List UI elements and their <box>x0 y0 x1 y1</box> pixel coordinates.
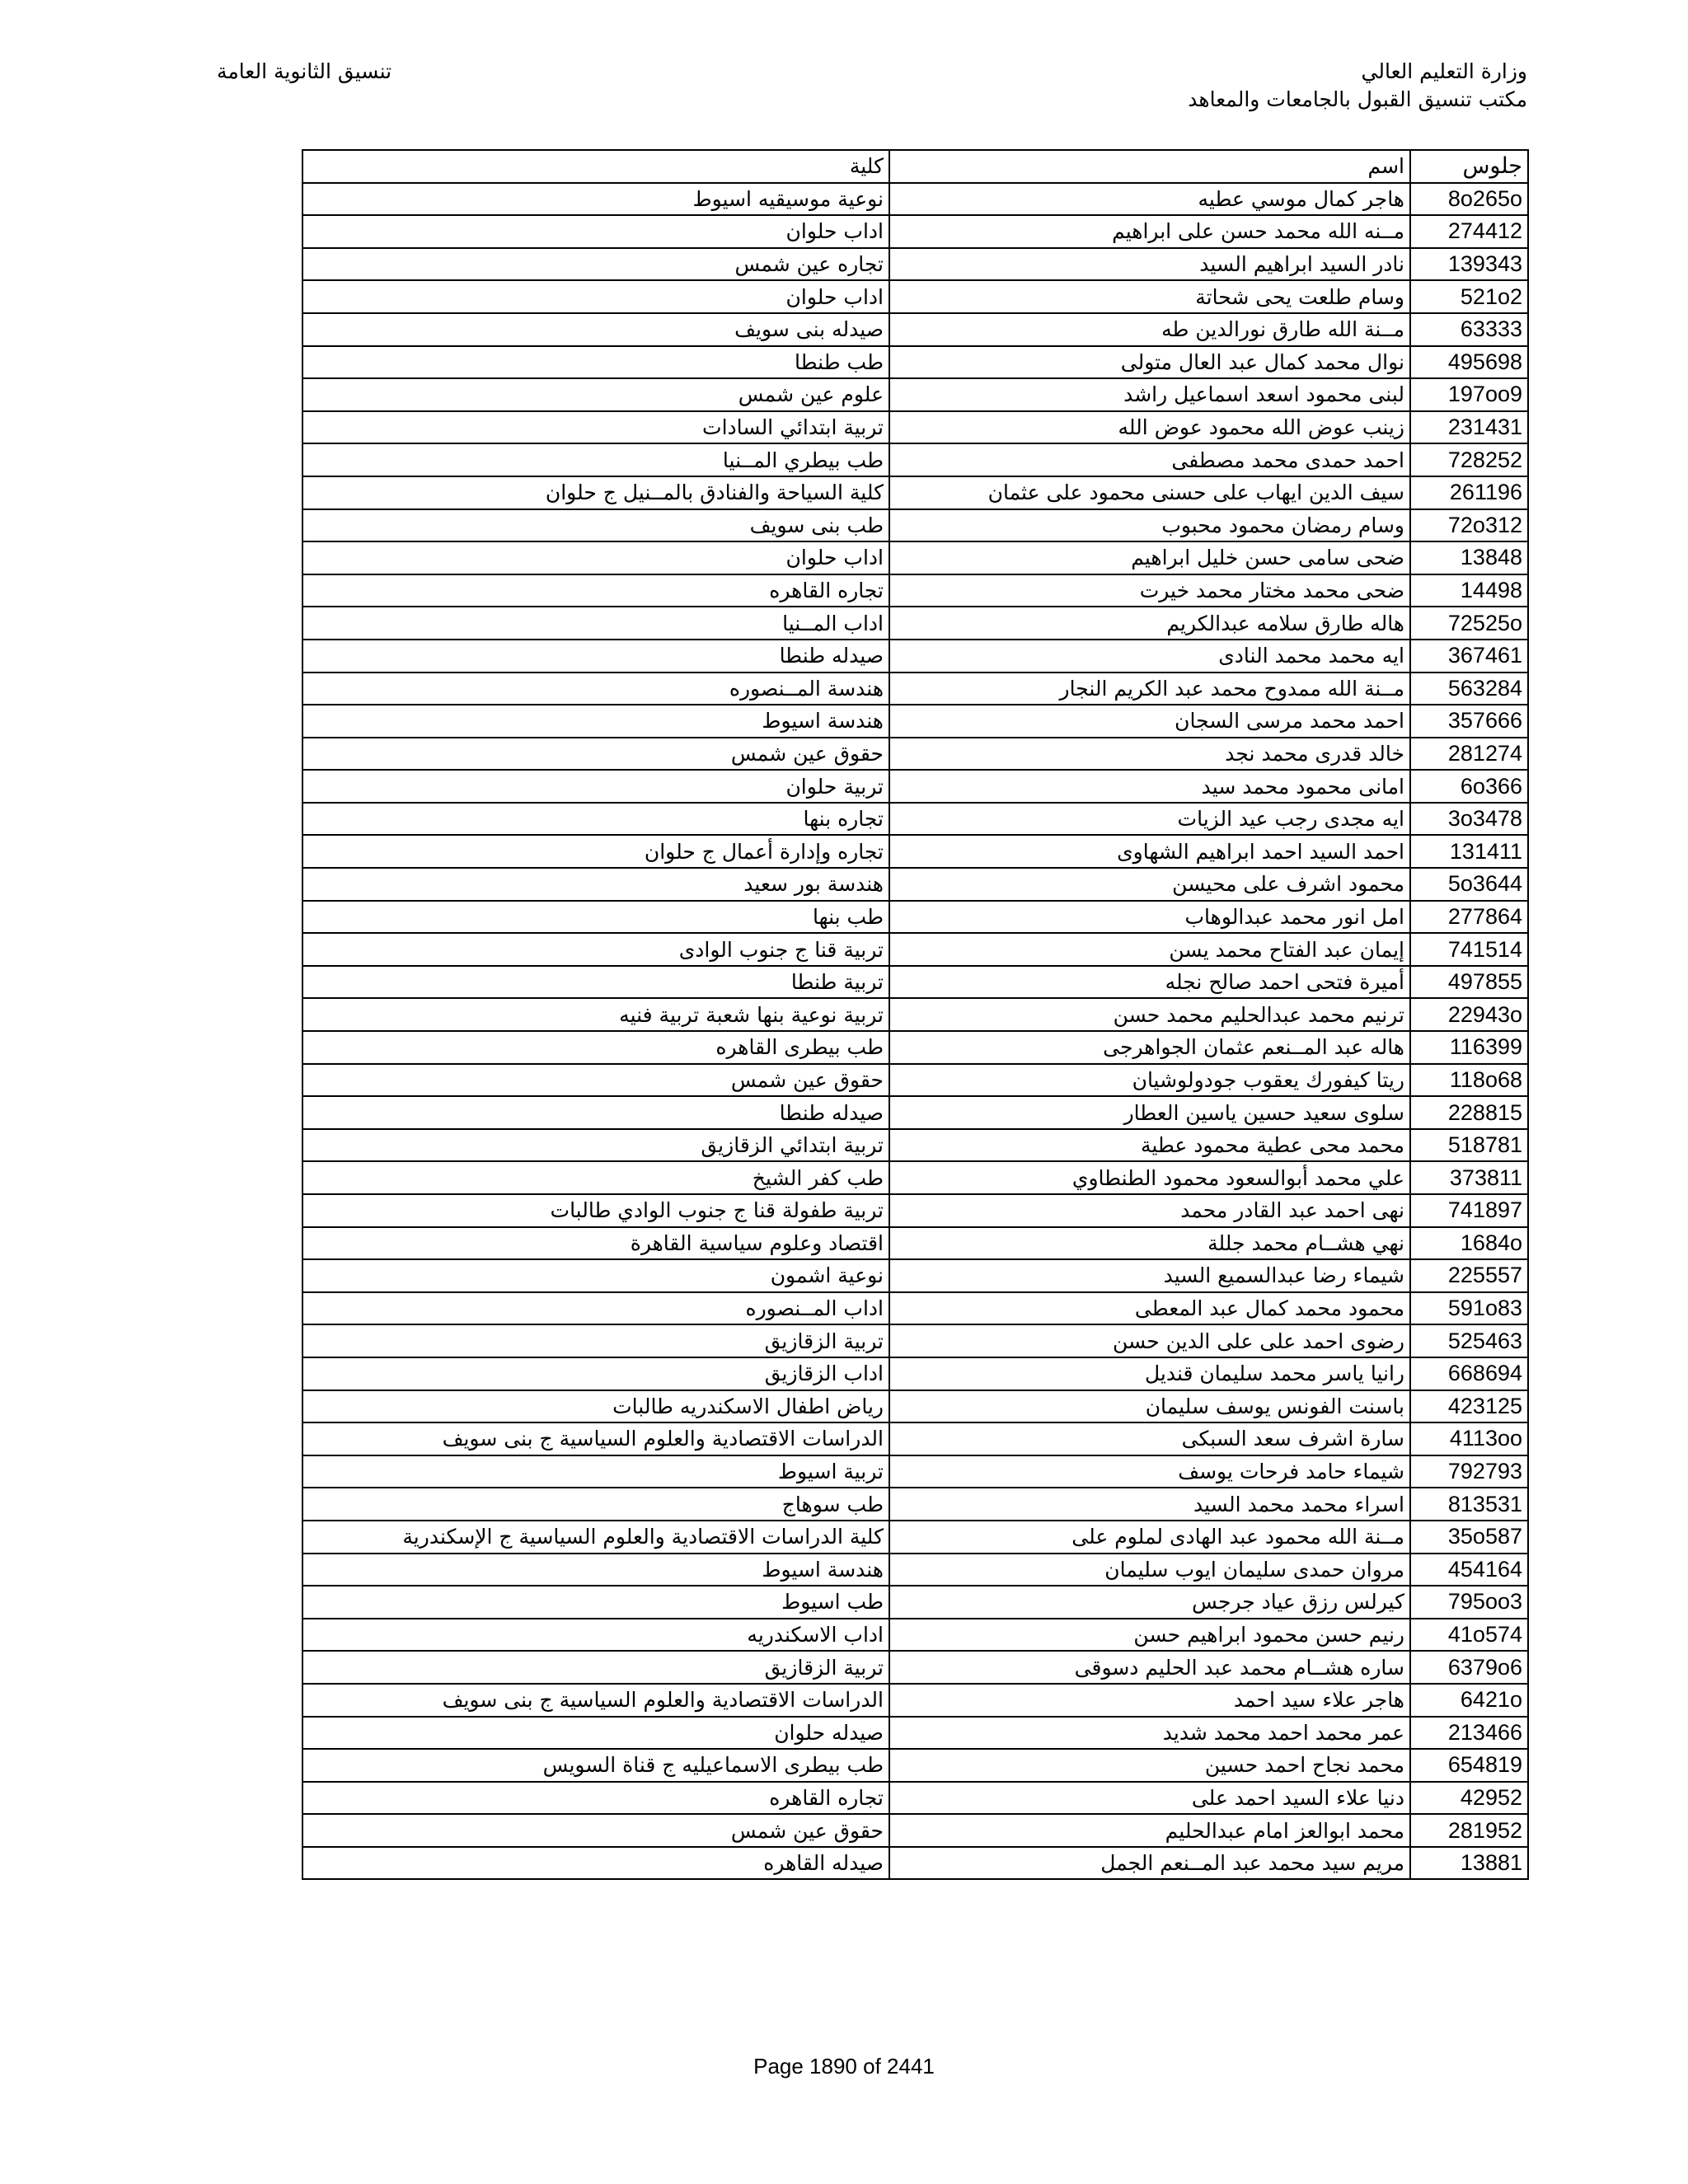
table-row <box>302 673 1528 705</box>
college-cell: نوعية اشمون <box>302 1259 889 1292</box>
college-cell: طب طنطا <box>302 346 889 379</box>
seat-cell: 423125 <box>1410 1390 1528 1423</box>
college-cell: تربية اسيوط <box>302 1455 889 1488</box>
seat-cell: 72o312 <box>1410 509 1528 542</box>
column-header-name: اسم <box>889 150 1410 183</box>
seat-cell: 131411 <box>1410 835 1528 868</box>
table-row <box>302 378 1528 411</box>
college-cell: اداب حلوان <box>302 541 889 574</box>
college-cell: طب بنى سويف <box>302 509 889 542</box>
seat-cell: 6o366 <box>1410 770 1528 803</box>
table-row <box>302 1651 1528 1684</box>
college-cell: تربية ابتدائي الزقازيق <box>302 1129 889 1162</box>
college-cell: تجاره القاهره <box>302 1782 889 1815</box>
college-cell: اداب المــنصوره <box>302 1292 889 1325</box>
table-row <box>302 1554 1528 1586</box>
table-row <box>302 1749 1528 1782</box>
college-cell: تربية حلوان <box>302 770 889 803</box>
name-cell: شيماء حامد فرحات يوسف <box>889 1455 1410 1488</box>
name-cell: إيمان عبد الفتاح محمد يسن <box>889 933 1410 966</box>
seat-cell: 274412 <box>1410 215 1528 248</box>
name-cell: مــنة الله طارق نورالدين طه <box>889 313 1410 346</box>
header-ministry-block <box>1188 58 1527 114</box>
name-cell: وسام رمضان محمود محبوب <box>889 509 1410 542</box>
table-header-row <box>302 150 1528 183</box>
table-row <box>302 1422 1528 1455</box>
table-row <box>302 933 1528 966</box>
college-cell: صيدله القاهره <box>302 1847 889 1880</box>
name-cell: رضوى احمد على على الدين حسن <box>889 1324 1410 1357</box>
name-cell: نهى احمد عبد القادر محمد <box>889 1194 1410 1227</box>
college-cell: تربية طنطا <box>302 966 889 999</box>
table-row <box>302 1129 1528 1162</box>
college-cell: رياض اطفال الاسكندريه طالبات <box>302 1390 889 1423</box>
college-cell: تربية طفولة قنا ج جنوب الوادي طالبات <box>302 1194 889 1227</box>
column-header-seat: جلوس <box>1410 150 1528 183</box>
seat-cell: 668694 <box>1410 1357 1528 1390</box>
name-cell: احمد حمدى محمد مصطفى <box>889 443 1410 476</box>
seat-cell: 3o3478 <box>1410 803 1528 836</box>
college-cell: تربية قنا ج جنوب الوادى <box>302 933 889 966</box>
name-cell: نوال محمد كمال عبد العال متولى <box>889 346 1410 379</box>
table-row <box>302 574 1528 607</box>
results-table <box>302 149 1529 1880</box>
office-title: مكتب تنسيق القبول بالجامعات والمعاهد <box>1188 87 1527 111</box>
college-cell: هندسة بور سعيد <box>302 868 889 901</box>
seat-cell: 654819 <box>1410 1749 1528 1782</box>
table-row <box>302 1586 1528 1619</box>
table-row <box>302 1031 1528 1064</box>
college-cell: اداب المــنيا <box>302 607 889 640</box>
table-row <box>302 1455 1528 1488</box>
table-row <box>302 1814 1528 1847</box>
college-cell: تجاره عين شمس <box>302 248 889 281</box>
college-cell: تربية الزقازيق <box>302 1324 889 1357</box>
seat-cell: 63333 <box>1410 313 1528 346</box>
table-row <box>302 803 1528 836</box>
seat-cell: 5o3644 <box>1410 868 1528 901</box>
college-cell: طب اسيوط <box>302 1586 889 1619</box>
seat-cell: 13848 <box>1410 541 1528 574</box>
seat-cell: 563284 <box>1410 673 1528 705</box>
seat-cell: 495698 <box>1410 346 1528 379</box>
name-cell: رانيا ياسر محمد سليمان قنديل <box>889 1357 1410 1390</box>
name-cell: ايه مجدى رجب عيد الزيات <box>889 803 1410 836</box>
name-cell: هاله عبد المــنعم عثمان الجواهرجى <box>889 1031 1410 1064</box>
seat-cell: 525463 <box>1410 1324 1528 1357</box>
name-cell: محمود اشرف على محيسن <box>889 868 1410 901</box>
college-cell: تربية الزقازيق <box>302 1651 889 1684</box>
table-row <box>302 346 1528 379</box>
college-cell: طب بيطري المــنيا <box>302 443 889 476</box>
table-row <box>302 313 1528 346</box>
table-row <box>302 1227 1528 1260</box>
table-row <box>302 1782 1528 1815</box>
seat-cell: 4113oo <box>1410 1422 1528 1455</box>
name-cell: محمد محى عطية محمود عطية <box>889 1129 1410 1162</box>
college-cell: طب بيطرى الاسماعيليه ج قناة السويس <box>302 1749 889 1782</box>
name-cell: ريتا كيفورك يعقوب جودولوشيان <box>889 1064 1410 1097</box>
college-cell: حقوق عين شمس <box>302 1814 889 1847</box>
name-cell: هاجر علاء سيد احمد <box>889 1684 1410 1717</box>
name-cell: باسنت الفونس يوسف سليمان <box>889 1390 1410 1423</box>
seat-cell: 728252 <box>1410 443 1528 476</box>
college-cell: تجاره وإدارة أعمال ج حلوان <box>302 835 889 868</box>
college-cell: طب كفر الشيخ <box>302 1161 889 1194</box>
table-row <box>302 998 1528 1031</box>
table-row <box>302 1259 1528 1292</box>
seat-cell: 228815 <box>1410 1096 1528 1129</box>
college-cell: تجاره القاهره <box>302 574 889 607</box>
table-row <box>302 1521 1528 1554</box>
table-row <box>302 1292 1528 1325</box>
college-cell: اداب حلوان <box>302 280 889 313</box>
college-cell: صيدله طنطا <box>302 640 889 673</box>
name-cell: ضحى سامى حسن خليل ابراهيم <box>889 541 1410 574</box>
table-row <box>302 215 1528 248</box>
name-cell: ترنيم محمد عبدالحليم محمد حسن <box>889 998 1410 1031</box>
name-cell: دنيا علاء السيد احمد على <box>889 1782 1410 1815</box>
page-number: Page 1890 of 2441 <box>753 2054 935 2079</box>
name-cell: علي محمد أبوالسعود محمود الطنطاوي <box>889 1161 1410 1194</box>
name-cell: امل انور محمد عبدالوهاب <box>889 901 1410 934</box>
college-cell: طب سوهاج <box>302 1488 889 1521</box>
name-cell: مــنه الله محمد حسن على ابراهيم <box>889 215 1410 248</box>
name-cell: هاله طارق سلامه عبدالكريم <box>889 607 1410 640</box>
table-row <box>302 541 1528 574</box>
table-row <box>302 1488 1528 1521</box>
table-row <box>302 509 1528 542</box>
seat-cell: 225557 <box>1410 1259 1528 1292</box>
college-cell: تجاره بنها <box>302 803 889 836</box>
name-cell: ايه محمد محمد النادى <box>889 640 1410 673</box>
seat-cell: 497855 <box>1410 966 1528 999</box>
table-row <box>302 1684 1528 1717</box>
name-cell: كيرلس رزق عياد جرجس <box>889 1586 1410 1619</box>
college-cell: اداب حلوان <box>302 215 889 248</box>
college-cell: تربية ابتدائي السادات <box>302 411 889 444</box>
name-cell: مــنة الله ممدوح محمد عبد الكريم النجار <box>889 673 1410 705</box>
table-row <box>302 640 1528 673</box>
seat-cell: 197oo9 <box>1410 378 1528 411</box>
seat-cell: 42952 <box>1410 1782 1528 1815</box>
seat-cell: 518781 <box>1410 1129 1528 1162</box>
college-cell: اداب الاسكندريه <box>302 1619 889 1652</box>
seat-cell: 8o265o <box>1410 183 1528 216</box>
college-cell: صيدله بنى سويف <box>302 313 889 346</box>
college-cell: علوم عين شمس <box>302 378 889 411</box>
table-row <box>302 1717 1528 1750</box>
name-cell: خالد قدرى محمد نجد <box>889 738 1410 771</box>
table-row <box>302 248 1528 281</box>
table-row <box>302 770 1528 803</box>
seat-cell: 367461 <box>1410 640 1528 673</box>
seat-cell: 6421o <box>1410 1684 1528 1717</box>
college-cell: صيدله حلوان <box>302 1717 889 1750</box>
table-row <box>302 1847 1528 1880</box>
name-cell: شيماء رضا عبدالسميع السيد <box>889 1259 1410 1292</box>
seat-cell: 41o574 <box>1410 1619 1528 1652</box>
table-row <box>302 1357 1528 1390</box>
seat-cell: 231431 <box>1410 411 1528 444</box>
college-cell: هندسة اسيوط <box>302 705 889 738</box>
seat-cell: 213466 <box>1410 1717 1528 1750</box>
exam-title: تنسيق الثانوية العامة <box>217 59 392 83</box>
name-cell: محمود محمد كمال عبد المعطى <box>889 1292 1410 1325</box>
table-row <box>302 738 1528 771</box>
college-cell: طب بنها <box>302 901 889 934</box>
college-cell: طب بيطرى القاهره <box>302 1031 889 1064</box>
table-row <box>302 705 1528 738</box>
name-cell: مــنة الله محمود عبد الهادى لملوم على <box>889 1521 1410 1554</box>
seat-cell: 813531 <box>1410 1488 1528 1521</box>
name-cell: نادر السيد ابراهيم السيد <box>889 248 1410 281</box>
name-cell: مروان حمدى سليمان ايوب سليمان <box>889 1554 1410 1586</box>
table-row <box>302 1096 1528 1129</box>
table-row <box>302 443 1528 476</box>
seat-cell: 277864 <box>1410 901 1528 934</box>
college-cell: هندسة اسيوط <box>302 1554 889 1586</box>
table-row <box>302 1064 1528 1097</box>
name-cell: رنيم حسن محمود ابراهيم حسن <box>889 1619 1410 1652</box>
seat-cell: 357666 <box>1410 705 1528 738</box>
seat-cell: 35o587 <box>1410 1521 1528 1554</box>
seat-cell: 14498 <box>1410 574 1528 607</box>
name-cell: وسام طلعت يحى شحاتة <box>889 280 1410 313</box>
table-row <box>302 835 1528 868</box>
college-cell: الدراسات الاقتصادية والعلوم السياسية ج بنى سويف <box>302 1422 889 1455</box>
seat-cell: 72525o <box>1410 607 1528 640</box>
table-row <box>302 183 1528 216</box>
table-row <box>302 1390 1528 1423</box>
name-cell: محمد نجاح احمد حسين <box>889 1749 1410 1782</box>
name-cell: أميرة فتحى احمد صالح نجله <box>889 966 1410 999</box>
college-cell: حقوق عين شمس <box>302 738 889 771</box>
college-cell: هندسة المــنصوره <box>302 673 889 705</box>
name-cell: زينب عوض الله محمود عوض الله <box>889 411 1410 444</box>
name-cell: سلوى سعيد حسين ياسين العطار <box>889 1096 1410 1129</box>
seat-cell: 281952 <box>1410 1814 1528 1847</box>
name-cell: امانى محمود محمد سيد <box>889 770 1410 803</box>
name-cell: ضحى محمد مختار محمد خيرت <box>889 574 1410 607</box>
seat-cell: 521o2 <box>1410 280 1528 313</box>
seat-cell: 741514 <box>1410 933 1528 966</box>
name-cell: ساره هشــام محمد عبد الحليم دسوقى <box>889 1651 1410 1684</box>
table-row <box>302 280 1528 313</box>
table-row <box>302 1619 1528 1652</box>
college-cell: تربية نوعية بنها شعبة تربية فنيه <box>302 998 889 1031</box>
table-row <box>302 901 1528 934</box>
seat-cell: 22943o <box>1410 998 1528 1031</box>
seat-cell: 373811 <box>1410 1161 1528 1194</box>
ministry-title: وزارة التعليم العالي <box>1361 59 1527 83</box>
name-cell: هاجر كمال موسي عطيه <box>889 183 1410 216</box>
seat-cell: 591o83 <box>1410 1292 1528 1325</box>
table-row <box>302 1194 1528 1227</box>
name-cell: مريم سيد محمد عبد المــنعم الجمل <box>889 1847 1410 1880</box>
seat-cell: 741897 <box>1410 1194 1528 1227</box>
college-cell: كلية السياحة والفنادق بالمــنيل ج حلوان <box>302 476 889 509</box>
name-cell: لبنى محمود اسعد اسماعيل راشد <box>889 378 1410 411</box>
college-cell: اداب الزقازيق <box>302 1357 889 1390</box>
name-cell: سيف الدين ايهاب على حسنى محمود على عثمان <box>889 476 1410 509</box>
name-cell: محمد ابوالعز امام عبدالحليم <box>889 1814 1410 1847</box>
college-cell: اقتصاد وعلوم سياسية القاهرة <box>302 1227 889 1260</box>
seat-cell: 454164 <box>1410 1554 1528 1586</box>
college-cell: كلية الدراسات الاقتصادية والعلوم السياسية ج الإسكندرية <box>302 1521 889 1554</box>
table-row <box>302 476 1528 509</box>
name-cell: احمد محمد مرسى السجان <box>889 705 1410 738</box>
name-cell: نهي هشــام محمد جللة <box>889 1227 1410 1260</box>
column-header-college: كلية <box>302 150 889 183</box>
seat-cell: 6379o6 <box>1410 1651 1528 1684</box>
name-cell: عمر محمد احمد محمد شديد <box>889 1717 1410 1750</box>
seat-cell: 118o68 <box>1410 1064 1528 1097</box>
seat-cell: 792793 <box>1410 1455 1528 1488</box>
table-row <box>302 868 1528 901</box>
seat-cell: 139343 <box>1410 248 1528 281</box>
college-cell: حقوق عين شمس <box>302 1064 889 1097</box>
seat-cell: 261196 <box>1410 476 1528 509</box>
seat-cell: 1684o <box>1410 1227 1528 1260</box>
table-row <box>302 607 1528 640</box>
table-row <box>302 1324 1528 1357</box>
seat-cell: 13881 <box>1410 1847 1528 1880</box>
table-row <box>302 1161 1528 1194</box>
name-cell: احمد السيد احمد ابراهيم الشهاوى <box>889 835 1410 868</box>
college-cell: الدراسات الاقتصادية والعلوم السياسية ج بنى سويف <box>302 1684 889 1717</box>
table-row <box>302 966 1528 999</box>
table-row <box>302 411 1528 444</box>
name-cell: اسراء محمد محمد السيد <box>889 1488 1410 1521</box>
seat-cell: 116399 <box>1410 1031 1528 1064</box>
college-cell: صيدله طنطا <box>302 1096 889 1129</box>
seat-cell: 281274 <box>1410 738 1528 771</box>
table-body <box>302 183 1528 1880</box>
college-cell: نوعية موسيقيه اسيوط <box>302 183 889 216</box>
name-cell: سارة اشرف سعد السبكى <box>889 1422 1410 1455</box>
seat-cell: 795oo3 <box>1410 1586 1528 1619</box>
